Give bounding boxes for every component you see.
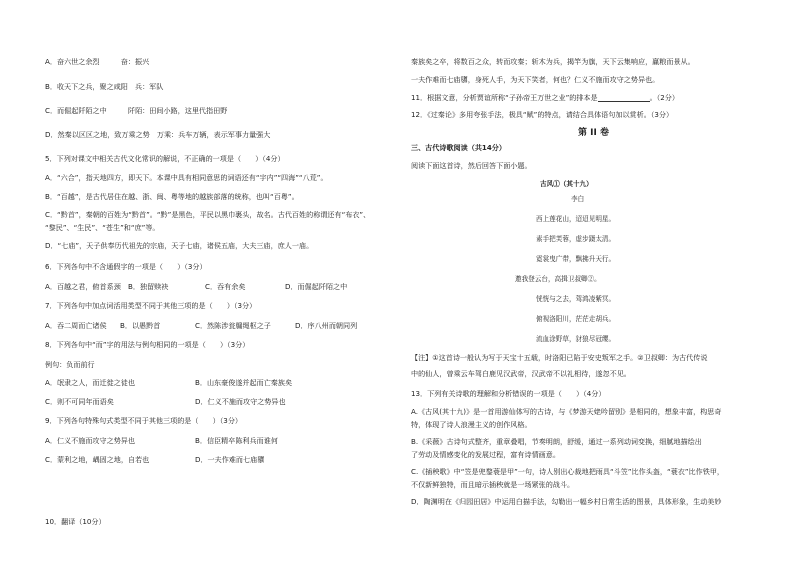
option-b: B.《采薇》古诗句式整齐，重章叠唱，节奏明朗，舒缓，通过一系列动词变换，细腻地描绘出 (411, 437, 702, 446)
question-11 (411, 93, 679, 102)
option-text: C．而倔起阡陌之中 阡陌：田间小路，这里代指田野 (45, 106, 228, 115)
option-d: D．仁义不施而攻守之势异也 (195, 397, 286, 406)
option-d: D．一夫作难而七庙隳 (195, 455, 265, 464)
question-10: 10．翻译（10分） (45, 517, 106, 526)
section-title: 第 II 卷 (578, 128, 609, 138)
option-c: C．蒙利之地，嵎固之地，自若也 (45, 455, 150, 464)
question-7: 7．下列各句中加点词活用类型不同于其他三项的是（ ）（3分） (45, 301, 257, 310)
question-8: 8．下列各句中“而”字的用法与例句相同的一项是（ ）（3分） (45, 340, 250, 349)
option-a: A．百越之君，俯首系颈 (45, 282, 121, 291)
option-text: “黎民”、“生民”、“苍生”和“庶”等。 (45, 223, 160, 232)
option-a: A．仁义不施而攻守之势异也 (45, 436, 135, 445)
option-text: B．“百越”，是古代居住在越、浙、闽、粤等地的越族部落的统称，也叫“百粤”。 (45, 192, 299, 201)
poem-line: 流血涂野草，豺狼尽冠缨。 (536, 335, 616, 343)
option-b: B．独留赎袂 (128, 282, 169, 291)
passage-text: 秦族矣之卒，将数百之众，转而攻秦；斩木为兵，揭竿为旗，天下云集响应，赢粮而景从。 (411, 57, 695, 66)
question-11-score: 。（2分） (649, 93, 679, 102)
question-11-text: 11．根据文意，分析贾谊所称“子孙帝王万世之业”的排本是 (411, 93, 598, 102)
question-9: 9．下列各句特殊句式类型不同于其他三项的是（ ）（3分） (45, 416, 243, 425)
option-a: A．吞二周而亡诸侯 (45, 321, 107, 330)
option-c: C．则不可同年而语矣 (45, 397, 114, 406)
poem-note: 【注】①这首诗一般认为写于天宝十五载，时洛阳已陷于安史叛军之手。②卫叔卿：为古代传说 (411, 353, 708, 362)
option-c: C．吞有余矣 (205, 282, 246, 291)
option-d: D．而倔起阡陌之中 (285, 282, 348, 291)
question-5: 5．下列对课文中相关古代文化常识的解说，不正确的一项是（ ）（4分） (45, 154, 285, 163)
example-sentence: 例句：负而前行 (45, 360, 95, 369)
option-c: 不仅新鲜独特，而且暗示插秧就是一场紧张的战斗。 (411, 480, 575, 489)
option-a: 特，体现了诗人浪漫主义的创作风格。 (411, 420, 532, 429)
poem-line: 霓裳曳广带，飘拂升天行。 (536, 255, 616, 263)
option-text: A．奋六世之余烈 奋：振兴 (45, 57, 150, 66)
option-a: A.《古风(其十九)》是一首用游仙体写的古诗，与《梦游天姥吟留别》是相同的，想象丰富，构思奇 (411, 407, 722, 416)
option-text: D．“七庙”，天子供奉历代祖先的宗庙，天子七庙，诸侯五庙，大夫三庙，庶人一庙。 (45, 241, 314, 250)
poem-note: 中的仙人，曾乘云车驾白鹿见汉武帝，汉武帝不以礼相待，遂忽不见。 (411, 369, 631, 378)
option-d: D．序八州而朝同列 (295, 321, 358, 330)
poem-title: 古风①（其十九） (540, 180, 593, 188)
poem-line: 素手把芙蓉，虚步蹑太清。 (536, 235, 616, 243)
poem-line: 恍恍与之去，驾鸿凌紫冥。 (536, 295, 616, 303)
option-text: A．“六合”，指天地四方，即天下。本课中具有相同意思的词语还有“宇内”“四海”“八荒”。 (45, 173, 328, 182)
question-6: 6．下列各句中不含通假字的一项是（ ）（3分） (45, 262, 207, 271)
option-a: A．氓隶之人，而迁徙之徒也 (45, 378, 135, 387)
question-13: 13．下列有关诗歌的理解和分析错误的一项是（ ）（4分） (411, 389, 606, 398)
option-text: B．收天下之兵，聚之咸阳 兵：军队 (45, 82, 164, 91)
option-text: C．“黔首”，秦朝的百姓为“黔首”。“黔”是黑色，平民以黑巾裹头，故名。古代百姓的称谓还有“布衣”、 (45, 210, 371, 219)
question-12: 12．《过秦论》多用夸张手法，极具“赋”的特点，请结合具体语句加以赏析。（3分） (411, 110, 674, 119)
option-b: B．信臣精卒陈利兵而谁何 (195, 436, 278, 445)
instruction-text: 阅读下面这首诗，然后回答下面小题。 (411, 161, 532, 170)
option-d: D．陶渊明在《归园田居》中运用白描手法，勾勒出一幅乡村日常生活的图景，具体形象，生动美妙 (411, 497, 722, 506)
option-text: D．然秦以区区之地，致万乘之势 万乘：兵车万辆，表示军事力量强大 (45, 130, 271, 139)
poem-line: 邀我登云台，高揖卫叔卿②。 (515, 275, 601, 283)
option-b: 了劳动及情感变化的发展过程，富有诗情画意。 (411, 450, 560, 459)
option-c: C．然陈涉瓮牖绳枢之子 (195, 321, 271, 330)
poem-line: 西上莲花山，迢迢见明星。 (536, 215, 616, 223)
poem-line: 俯视洛阳川，茫茫走胡兵。 (536, 315, 616, 323)
section-heading: 三、古代诗歌阅读（共14分） (411, 143, 506, 152)
answer-blank (598, 94, 650, 102)
option-b: B．以愚黔首 (120, 321, 161, 330)
passage-text: 一夫作难而七庙隳，身死人手，为天下笑者，何也？仁义不施而攻守之势异也。 (411, 75, 660, 84)
option-b: B．山东豪俊遂并起而亡秦族矣 (195, 378, 293, 387)
option-c: C.《插秧歌》中“笠是兜鍪蓑是甲”一句，诗人别出心裁地把雨具“斗笠”比作头盔，“蓑衣”比作铁甲， (411, 467, 725, 476)
poem-author: 李白 (571, 195, 585, 203)
